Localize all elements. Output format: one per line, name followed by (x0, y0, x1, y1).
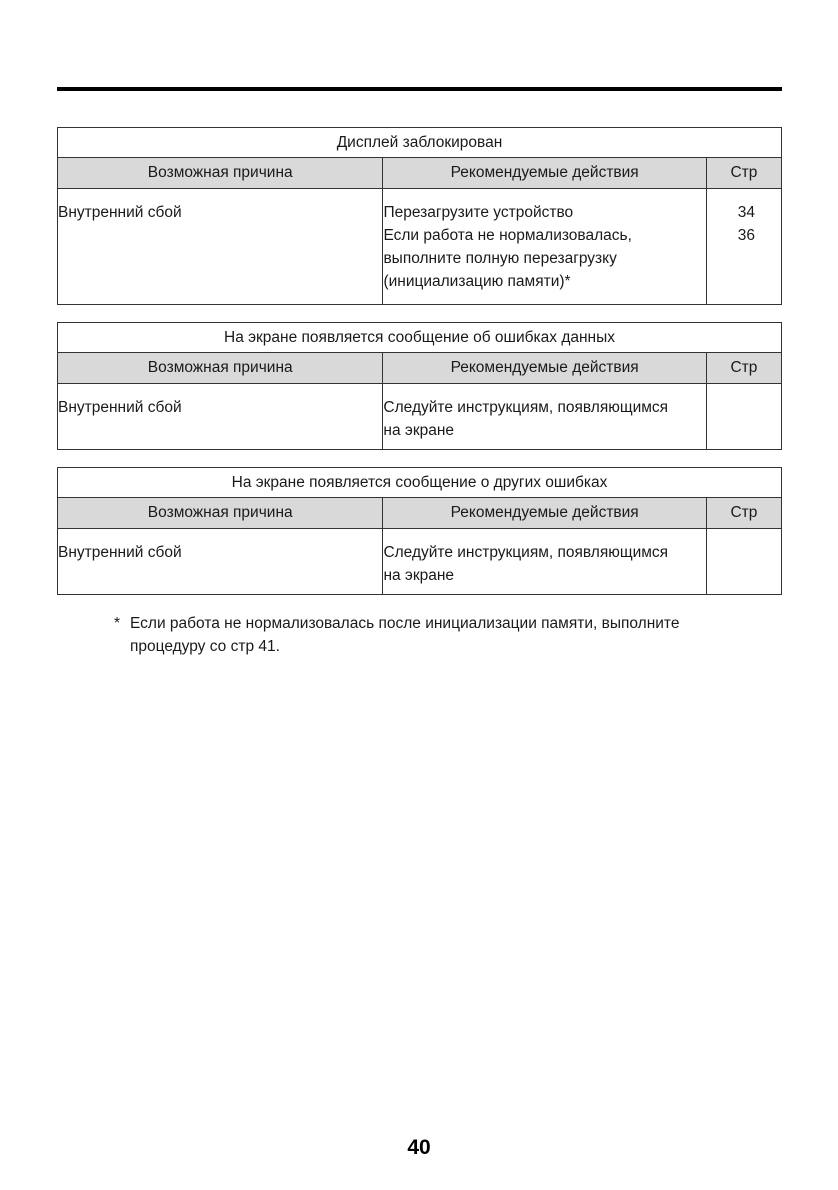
page-ref-cell (706, 384, 781, 450)
action-cell (383, 384, 706, 450)
header-action: Рекомендуемые действия (383, 158, 706, 189)
header-action: Рекомендуемые действия (383, 498, 706, 529)
cause-cell: Внутренний сбой (58, 529, 383, 595)
header-page: Стр (706, 158, 781, 189)
table-title: На экране появляется сообщение о других ошибках (58, 468, 782, 498)
action-cell (383, 189, 706, 305)
action-line: Если работа не нормализовалась, (383, 227, 632, 244)
header-cause: Возможная причина (58, 353, 383, 384)
table-row (58, 189, 782, 305)
page-ref: 36 (737, 227, 755, 244)
header-page: Стр (706, 353, 781, 384)
action-line: на экране (383, 567, 455, 584)
action-line: (инициализацию памяти)* (383, 273, 571, 290)
top-rule (57, 87, 782, 91)
page-ref-cell (706, 529, 781, 595)
action-line: Следуйте инструкциям, появляющимся (383, 544, 669, 561)
header-cause: Возможная причина (58, 498, 383, 529)
page-ref-cell (706, 189, 781, 305)
troubleshooting-table-data-errors (57, 322, 782, 450)
table-title: На экране появляется сообщение об ошибках данных (58, 323, 782, 353)
page-ref: 34 (737, 204, 755, 221)
header-cause: Возможная причина (58, 158, 383, 189)
footnote (114, 612, 774, 658)
action-line: Перезагрузите устройство (383, 204, 574, 221)
footnote-line: процедуру со стр 41. (130, 638, 280, 655)
table-row (58, 384, 782, 450)
action-line: выполните полную перезагрузку (383, 250, 617, 267)
page-number: 40 (407, 1136, 431, 1159)
action-line: на экране (383, 422, 455, 439)
table-row (58, 529, 782, 595)
cause-cell: Внутренний сбой (58, 384, 383, 450)
cause-cell: Внутренний сбой (58, 189, 383, 305)
table-title: Дисплей заблокирован (58, 128, 782, 158)
action-cell (383, 529, 706, 595)
action-line: Следуйте инструкциям, появляющимся (383, 399, 669, 416)
header-page: Стр (706, 498, 781, 529)
header-action: Рекомендуемые действия (383, 353, 706, 384)
footnote-line: Если работа не нормализовалась после инициализации памяти, выполните (130, 615, 680, 632)
troubleshooting-table-display-locked (57, 127, 782, 305)
troubleshooting-table-other-errors (57, 467, 782, 595)
footnote-marker: * (114, 615, 121, 632)
